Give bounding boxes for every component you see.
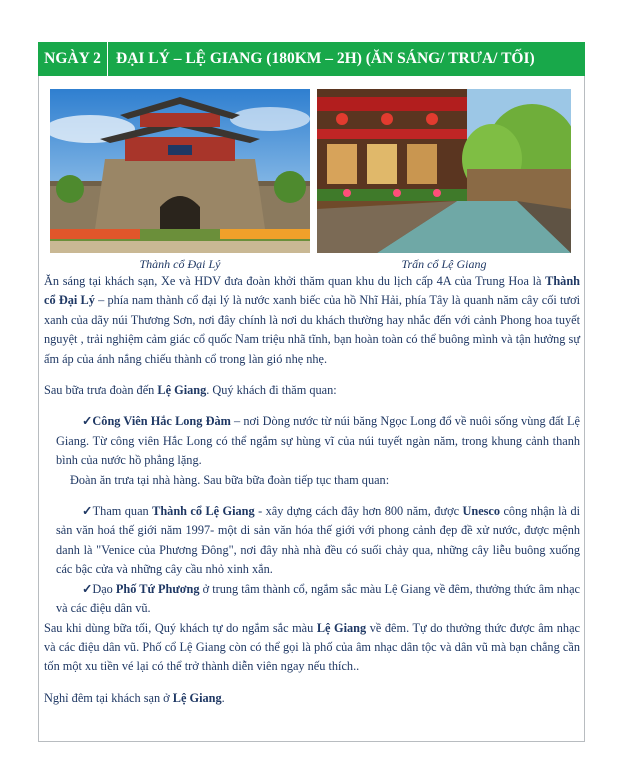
lijiang-town-photo [317, 89, 571, 253]
day-label: NGÀY 2 [38, 42, 108, 76]
place-name: Lệ Giang [172, 690, 222, 705]
place-name: Lệ Giang [316, 620, 367, 635]
evening-paragraph [44, 619, 580, 677]
left-photo-caption: Thành cổ Đại Lý [139, 257, 221, 271]
intro-paragraph [44, 272, 580, 369]
place-name: Phố Tứ Phương [115, 581, 200, 596]
arrival-paragraph [44, 381, 580, 400]
text: . Quý khách đi thăm quan: [206, 383, 337, 398]
text: về đêm. Tự do thưởng thức được âm nhạc và các điệu dân vũ. Phố cổ Lệ Giang còn có thể gọi là phố của âm nhạc dân tộc và dân vũ mà bạn chẳng cần tốn một xu tiền vé lại có thể trở thành diễn viên ngay nếu thích.. [44, 620, 580, 674]
place-name: Thành cổ Lệ Giang [152, 504, 255, 519]
text: – phía nam thành cổ đại lý là nước xanh biếc của hồ Nhĩ Hải, phía Tây là quanh năm cây cối tươi xanh của dãy núi Thương Sơn, nơi đây chính là nơi du khách thường hay nhắc đến với cảnh Phong hoa tuyết nguyệt , trải nghiệm cảm giác cổ quốc Nam triệu nhã tĩnh, bạn hoàn toàn có thể buông mình và tận hưởng sự ấm áp của ánh nắng chiếu thành cổ trong làn gió nhẹ nhẹ. [44, 293, 580, 366]
text: Sau bữa trưa đoàn đến [44, 383, 158, 398]
bullet-sifang-street [44, 580, 580, 619]
itinerary-body [44, 272, 580, 708]
checkmark-icon: ✓ [82, 504, 93, 519]
right-photo-caption: Trấn cổ Lệ Giang [401, 257, 487, 271]
text: Dạo [92, 581, 116, 596]
text: Nghỉ đêm tại khách sạn ở [44, 690, 173, 705]
overnight-note [44, 689, 580, 708]
text: Đoàn ăn trưa tại nhà hàng. Sau bữa bữa đoàn tiếp tục tham quan: [70, 472, 390, 487]
text: – nơi Dòng nước từ núi băng Ngọc Long đổ về nuôi sống vùng đất Lệ Giang. Từ công viên Hắc Long có thể ngắm sự hùng vĩ của núi tuyết ngàn năm, trong khung cảnh thanh bình của nước hồ phẳng lặng. [56, 414, 580, 468]
bullet-black-dragon-pool [44, 412, 580, 470]
day-header [38, 42, 585, 76]
text: ở trung tâm thành cổ, ngắm sắc màu Lệ Giang về đêm, thưởng thức âm nhạc và các điệu dân vũ. [56, 581, 580, 616]
text: - xây dựng cách đây hơn 800 năm, được [254, 504, 463, 519]
text: Tham quan [92, 504, 153, 519]
lunch-note [44, 471, 580, 490]
day-title: ĐẠI LÝ – LỆ GIANG (180KM – 2H) (ĂN SÁNG/ TRƯA/ TỐI) [116, 50, 535, 67]
text: Ăn sáng tại khách sạn, Xe và HDV đưa đoàn khởi thăm quan khu du lịch cấp 4A của Trung Hoa là [44, 274, 546, 288]
org-name: Unesco [462, 504, 501, 519]
place-name: Lệ Giang [157, 383, 207, 398]
text: Sau khi dùng bữa tối, Quý khách tự do ngắm sắc màu [44, 620, 317, 635]
bullet-lijiang-old-town [44, 502, 580, 580]
text: . [221, 690, 225, 705]
checkmark-icon: ✓ [82, 414, 93, 429]
place-name: Công Viên Hắc Long Đàm [92, 414, 231, 429]
place-name: Thành cổ Đại Lý [44, 274, 580, 308]
text: công nhận là di sản văn hoá thế giới năm 1997- một di sản văn hóa thế giới với phong cảnh đẹp đề xử nước, được mệnh danh là "Venice của Phương Đông", nơi đây nhà nhà đều có suối chảy qua, những cây liễu buông xuống các bậc cửa và những cây cầu nhỏ xinh xắn. [56, 504, 581, 577]
checkmark-icon: ✓ [82, 581, 93, 596]
dali-gate-photo [50, 89, 310, 253]
